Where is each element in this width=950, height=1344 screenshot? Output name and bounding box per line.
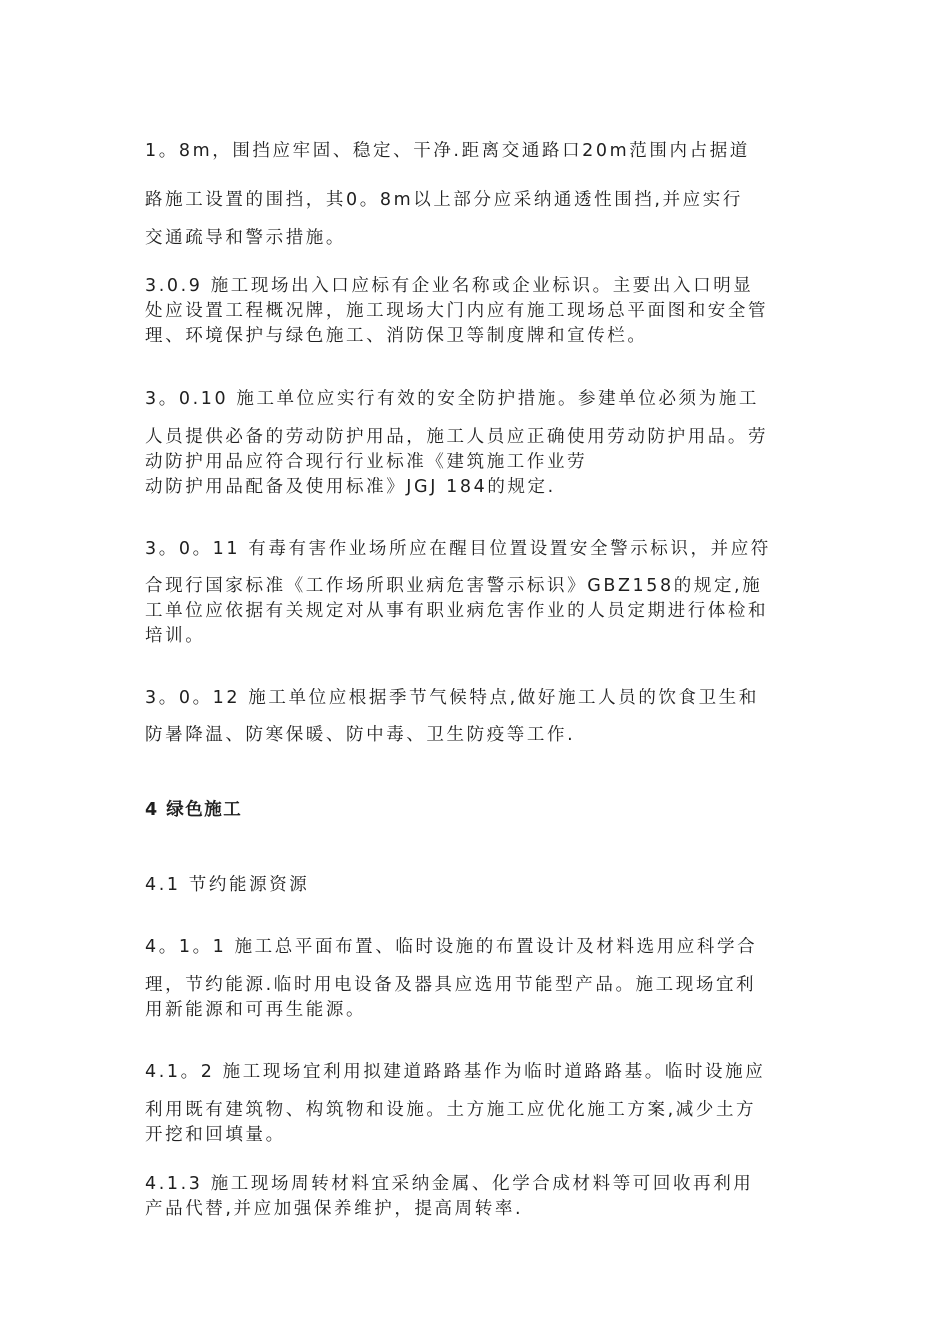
paragraph-line: 理、环境保护与绿色施工、消防保卫等制度牌和宣传栏。 bbox=[145, 326, 648, 346]
subsection-heading: 4.1 节约能源资源 bbox=[145, 875, 310, 895]
paragraph-line: 动防护用品配备及使用标准》JGJ 184的规定. bbox=[145, 477, 556, 497]
paragraph-line: 理，节约能源.临时用电设备及器具应选用节能型产品。施工现场宜利 bbox=[145, 975, 757, 995]
paragraph-line: 利用既有建筑物、构筑物和设施。土方施工应优化施工方案,减少土方 bbox=[145, 1100, 757, 1120]
paragraph-line: 交通疏导和警示措施。 bbox=[145, 228, 346, 248]
paragraph-line: 培训。 bbox=[145, 626, 206, 646]
paragraph-line: 人员提供必备的劳动防护用品，施工人员应正确使用劳动防护用品。劳 bbox=[145, 427, 769, 447]
paragraph-line: 4。1。1 施工总平面布置、临时设施的布置设计及材料选用应科学合 bbox=[145, 937, 758, 957]
paragraph-line: 路施工设置的围挡，其0。8m以上部分应采纳通透性围挡,并应实行 bbox=[145, 190, 743, 210]
paragraph-line: 处应设置工程概况牌，施工现场大门内应有施工现场总平面图和安全管 bbox=[145, 301, 769, 321]
paragraph-line: 4.1。2 施工现场宜利用拟建道路路基作为临时道路路基。临时设施应 bbox=[145, 1062, 766, 1082]
paragraph-line: 产品代替,并应加强保养维护，提高周转率. bbox=[145, 1199, 524, 1219]
section-heading: 4 绿色施工 bbox=[145, 800, 243, 820]
paragraph-line: 3。0。12 施工单位应根据季节气候特点,做好施工人员的饮食卫生和 bbox=[145, 688, 759, 708]
paragraph-line: 开挖和回填量。 bbox=[145, 1125, 286, 1145]
paragraph-line: 工单位应依据有关规定对从事有职业病危害作业的人员定期进行体检和 bbox=[145, 601, 769, 621]
paragraph-line: 用新能源和可再生能源。 bbox=[145, 1000, 367, 1020]
paragraph-line: 合现行国家标准《工作场所职业病危害警示标识》GBZ158的规定,施 bbox=[145, 576, 763, 596]
paragraph-line: 3。0。11 有毒有害作业场所应在醒目位置设置安全警示标识，并应符 bbox=[145, 539, 771, 559]
paragraph-line: 1。8m，围挡应牢固、稳定、干净.距离交通路口20m范围内占据道 bbox=[145, 141, 750, 161]
paragraph-line: 动防护用品应符合现行行业标准《建筑施工作业劳 bbox=[145, 452, 588, 472]
paragraph-line: 4.1.3 施工现场周转材料宜采纳金属、化学合成材料等可回收再利用 bbox=[145, 1174, 754, 1194]
paragraph-line: 3.0.9 施工现场出入口应标有企业名称或企业标识。主要出入口明显 bbox=[145, 276, 754, 296]
paragraph-line: 防暑降温、防寒保暖、防中毒、卫生防疫等工作. bbox=[145, 725, 576, 745]
paragraph-line: 3。0.10 施工单位应实行有效的安全防护措施。参建单位必须为施工 bbox=[145, 389, 759, 409]
